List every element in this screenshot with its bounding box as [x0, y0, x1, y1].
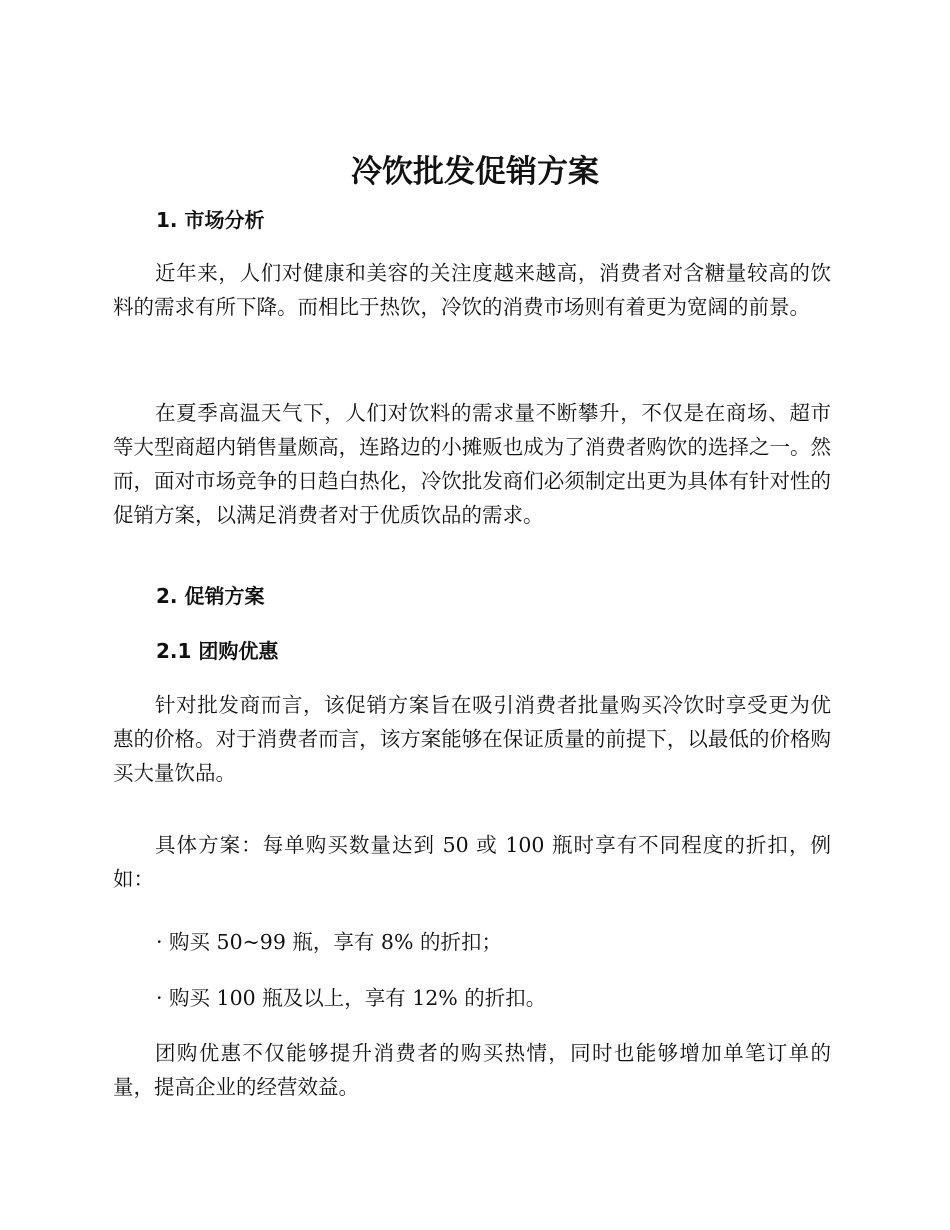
- document-title: 冷饮批发促销方案: [351, 154, 599, 190]
- paragraph-group-buy-intro: 针对批发商而言，该促销方案旨在吸引消费者批量购买冷饮时享受更为优惠的价格。对于消费者而言，该方案能够在保证质量的前提下，以最低的价格购买大量饮品。: [113, 693, 831, 785]
- list-item-discount-100: · 购买 100 瓶及以上，享有 12% 的折扣。: [156, 986, 547, 1010]
- paragraph-market-trend: 近年来，人们对健康和美容的关注度越来越高，消费者对含糖量较高的饮料的需求有所下降。而相比于热饮，冷饮的消费市场则有着更为宽阔的前景。: [113, 261, 831, 319]
- list-item-discount-50: · 购买 50~99 瓶，享有 8% 的折扣；: [156, 930, 502, 954]
- section-heading-group-buy: 2.1 团购优惠: [156, 639, 279, 663]
- section-heading-promotion-plan: 2. 促销方案: [156, 584, 265, 608]
- paragraph-summer-demand: 在夏季高温天气下，人们对饮料的需求量不断攀升，不仅是在商场、超市等大型商超内销售量颇高，连路边的小摊贩也成为了消费者购饮的选择之一。然而，面对市场竞争的日趋白热化，冷饮批发商们必须制定出更为具体有针对性的促销方案，以满足消费者对于优质饮品的需求。: [113, 401, 831, 527]
- paragraph-specific-plan: 具体方案：每单购买数量达到 50 或 100 瓶时享有不同程度的折扣，例如：: [113, 833, 831, 891]
- section-heading-market-analysis: 1. 市场分析: [156, 208, 265, 232]
- paragraph-group-buy-benefit: 团购优惠不仅能够提升消费者的购买热情，同时也能够增加单笔订单的量，提高企业的经营效益。: [113, 1041, 831, 1099]
